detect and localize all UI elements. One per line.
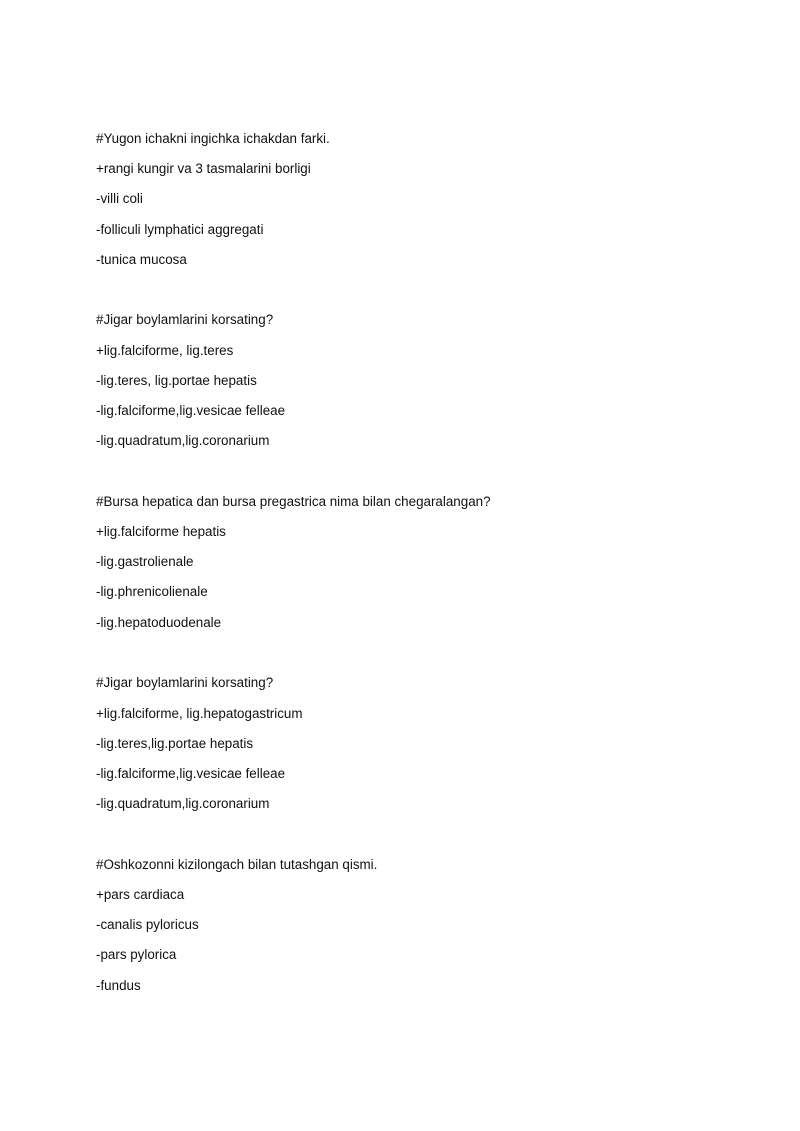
answer-option: +rangi kungir va 3 tasmalarini borligi	[96, 161, 311, 177]
answer-option: -fundus	[96, 977, 141, 993]
answer-option: -lig.quadratum,lig.coronarium	[96, 796, 270, 812]
question-text: #Oshkozonni kizilongach bilan tutashgan qismi.	[96, 856, 378, 872]
answer-option: -lig.teres,lig.portae hepatis	[96, 735, 254, 751]
answer-option: -lig.hepatoduodenale	[96, 614, 222, 630]
answer-option: -folliculi lymphatici aggregati	[96, 221, 264, 237]
answer-option: -lig.falciforme,lig.vesicae felleae	[96, 765, 286, 781]
answer-option: +lig.falciforme hepatis	[96, 524, 226, 540]
answer-option: +lig.falciforme, lig.hepatogastricum	[96, 705, 303, 721]
question-text: #Yugon ichakni ingichka ichakdan farki.	[96, 131, 330, 146]
answer-option: +pars cardiaca	[96, 886, 185, 902]
answer-option: -lig.gastrolienale	[96, 554, 194, 570]
answer-option: -villi coli	[96, 191, 143, 207]
question-block-1	[96, 124, 716, 275]
question-text: #Jigar boylamlarini korsating?	[96, 675, 274, 691]
answer-option: -tunica mucosa	[96, 251, 187, 267]
question-block-4	[96, 668, 716, 819]
document-content	[96, 124, 716, 1031]
question-block-3	[96, 487, 716, 638]
question-text: #Bursa hepatica dan bursa pregastrica nima bilan chegaralangan?	[96, 493, 491, 509]
question-block-5	[96, 850, 716, 1001]
answer-option: -lig.quadratum,lig.coronarium	[96, 433, 270, 449]
question-block-2	[96, 305, 716, 456]
answer-option: -lig.phrenicolienale	[96, 584, 208, 600]
answer-option: -pars pylorica	[96, 947, 177, 963]
answer-option: -canalis pyloricus	[96, 917, 199, 933]
answer-option: -lig.falciforme,lig.vesicae felleae	[96, 403, 286, 418]
answer-option: +lig.falciforme, lig.teres	[96, 342, 234, 358]
answer-option: -lig.teres, lig.portae hepatis	[96, 372, 257, 388]
question-text: #Jigar boylamlarini korsating?	[96, 312, 274, 328]
